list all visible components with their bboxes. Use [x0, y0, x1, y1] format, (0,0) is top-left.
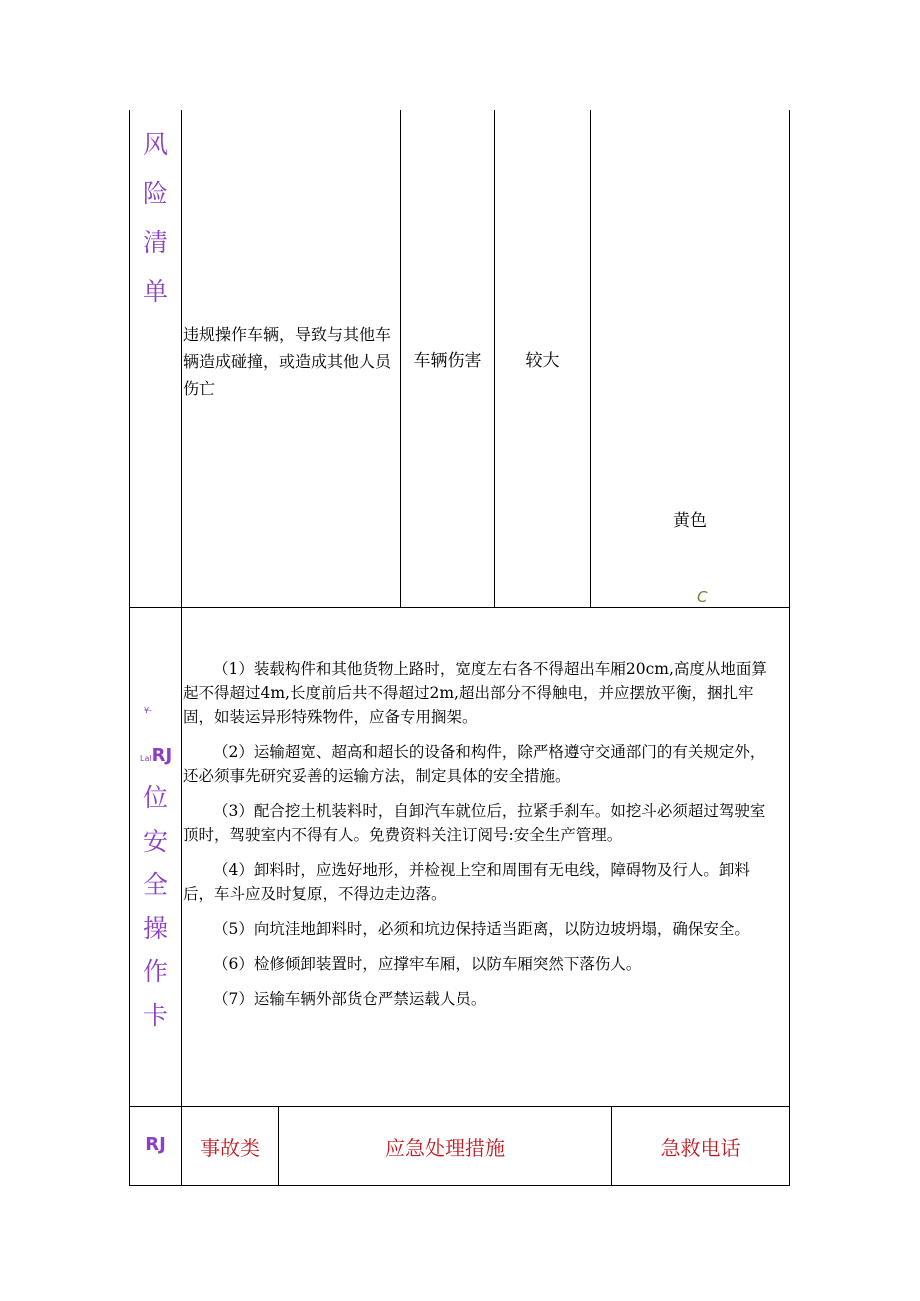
procedure-item: （2）运输超宽、超高和超长的设备和构件，除严格遵守交通部门的有关规定外，还必须事先研究妥善的运输方法，制定具体的安全措施。: [183, 743, 766, 785]
side-char: 操: [142, 913, 168, 943]
risk-description: 违规操作车辆，导致与其他车辆造成碰撞，或造成其他人员伤亡: [183, 325, 392, 398]
table-bottom-border: [129, 1185, 790, 1186]
procedure-item: （3）配合挖土机装料时，自卸汽车就位后，拉紧手刹车。如挖斗必须超过驾驶室顶时，驾驶室内不得有人。免费资料关注订阅号:安全生产管理。: [183, 802, 766, 844]
risk-list-side-label: [130, 120, 181, 316]
measures-column-header: 应急处理措施: [385, 1136, 505, 1160]
side-char: 风: [142, 130, 168, 159]
procedure-item: （4）卸料时，应选好地形，并检视上空和周围有无电线，障碍物及行人。卸料后，车斗应及时复原，不得边走边落。: [183, 861, 750, 903]
risk-color: 黄色: [673, 511, 707, 531]
side-prefix-rj: RJ: [151, 745, 173, 766]
risk-degree: 较大: [525, 351, 560, 371]
side-char: 安: [142, 826, 168, 856]
side-char: 卡: [142, 1000, 168, 1030]
row-divider-card: [129, 1106, 790, 1107]
procedure-item: （6）检修倾卸装置时，应撑牢车厢，以防车厢突然下落伤人。: [213, 955, 642, 973]
procedure-item: （1）装载构件和其他货物上路时，宽度左右各不得超出车厢20cm,高度从地面算起不得超过4m,长度前后共不得超过2m,超出部分不得触电，并应摆放平衡，捆扎牢固，如装运异形特殊物件，应备专用搁架。: [183, 660, 767, 726]
row-divider-risk: [129, 607, 790, 608]
phone-column-header: 急救电话: [660, 1136, 741, 1160]
accident-type-column-header: 事故类: [200, 1136, 260, 1160]
emergency-rj-label: RJ: [145, 1134, 166, 1155]
side-char: 险: [142, 179, 168, 208]
side-char: 全: [142, 870, 168, 899]
side-char: 作: [142, 957, 168, 986]
accident-type: 车辆伤害: [413, 351, 482, 371]
side-char: 单: [142, 277, 168, 306]
safety-procedures: [183, 657, 777, 1022]
procedure-item: （7）运输车辆外部货仓严禁运载人员。: [213, 990, 487, 1008]
safety-card-side-label: [130, 776, 181, 1037]
safety-card-side-prefix-2: [140, 745, 172, 766]
side-char: 位: [142, 783, 168, 812]
outer-right-border: [789, 110, 790, 1186]
safety-card-side-prefix-1: ¥-: [144, 706, 152, 715]
risk-degree-right-border: [590, 110, 591, 607]
side-char: 清: [142, 228, 168, 257]
label-column-border: [181, 110, 182, 1186]
stray-mark: C: [697, 588, 708, 606]
side-prefix-small: Lal: [140, 754, 152, 763]
procedure-item: （5）向坑洼地卸料时，必须和坑边保持适当距离，以防边坡坍塌，确保安全。: [213, 920, 750, 938]
